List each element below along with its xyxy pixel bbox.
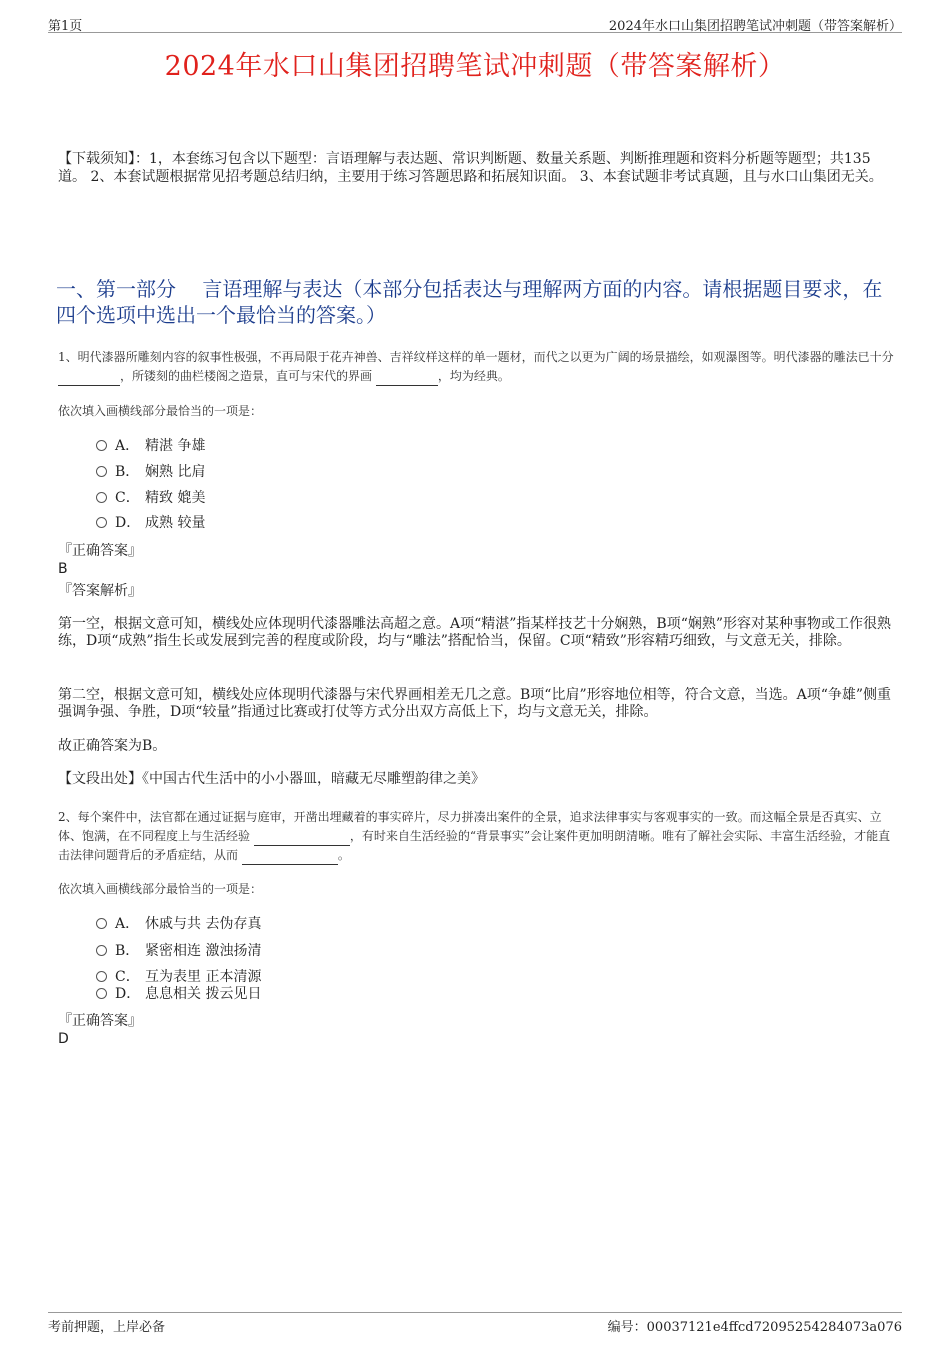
option-letter: B． xyxy=(115,943,140,959)
radio-icon[interactable] xyxy=(96,945,107,956)
question-2-text xyxy=(58,808,900,865)
option-text: 紧密相连 激浊扬清 xyxy=(145,943,262,959)
question-1-text-part-b: ，所镂刻的曲栏楼阁之造景，直可与宋代的界画 xyxy=(120,369,373,383)
section-heading: 一、第一部分 言语理解与表达（本部分包括表达与理解两方面的内容。请根据题目要求，在四个选项中选出一个最恰当的答案。） xyxy=(56,277,883,327)
question-2-text-part-a: 2、每个案件中，法官都在通过证据与庭审，开凿出埋藏着的事实碎片，尽力拼凑出案件的全景，追求法律事实与客观事实的一致。而这幅全景是否真实、立体、饱满，在不同程度上与生活经验 xyxy=(58,810,882,843)
option-letter: A． xyxy=(115,438,140,454)
question-1-option-d[interactable] xyxy=(96,513,205,533)
question-1-blank-2 xyxy=(376,372,438,386)
option-letter: C． xyxy=(115,969,140,985)
question-1-text-part-c: ，均为经典。 xyxy=(437,369,510,383)
option-letter: C． xyxy=(115,490,140,506)
radio-icon[interactable] xyxy=(96,440,107,451)
radio-icon[interactable] xyxy=(96,971,107,982)
question-2-prompt: 依次填入画横线部分最恰当的一项是： xyxy=(58,882,263,896)
question-2-option-a[interactable] xyxy=(96,914,261,934)
radio-icon[interactable] xyxy=(96,466,107,477)
option-text: 精湛 争雄 xyxy=(145,438,206,454)
option-text: 成熟 较量 xyxy=(145,515,206,531)
option-letter: A． xyxy=(115,916,140,932)
question-1-text-part-a: 1、明代漆器所雕刻内容的叙事性极强，不再局限于花卉神兽、吉祥纹样这样的单一题材，而代之以更为广阔的场景描绘，如观瀑图等。明代漆器的雕法已十分 xyxy=(58,350,894,364)
page-number: 第1页 xyxy=(48,19,83,34)
question-1-analysis-label: 『答案解析』 xyxy=(58,583,142,599)
option-text: 精致 媲美 xyxy=(145,490,206,506)
header-doc-title: 2024年水口山集团招聘笔试冲刺题（带答案解析） xyxy=(608,19,902,34)
question-1-analysis-2: 第二空，根据文意可知，横线处应体现明代漆器与宋代界画相差无几之意。B项“比肩”形容地位相等，符合文意，当选。A项“争雄”侧重强调争强、争胜，D项“较量”指通过比赛或打仗等方式分出双方高低上下，均与文意无关，排除。 xyxy=(58,687,892,720)
question-2-answer: D xyxy=(58,1031,69,1047)
option-letter: B． xyxy=(115,464,140,480)
question-2-blank-1 xyxy=(254,832,350,846)
question-2-option-d[interactable] xyxy=(96,984,261,1004)
radio-icon[interactable] xyxy=(96,918,107,929)
option-text: 休戚与共 去伪存真 xyxy=(145,916,262,932)
question-2-blank-2 xyxy=(242,851,338,865)
question-1-option-a[interactable] xyxy=(96,436,205,456)
question-1-analysis-1: 第一空，根据文意可知，横线处应体现明代漆器雕法高超之意。A项“精湛”指某样技艺十分娴熟，B项“娴熟”形容对某种事物或工作很熟练，D项“成熟”指生长或发展到完善的程度或阶段，均与“雕法”搭配恰当，保留。C项“精致”形容精巧细致，与文意无关，排除。 xyxy=(58,616,892,649)
question-1-conclusion: 故正确答案为B。 xyxy=(58,738,167,754)
page-footer xyxy=(48,1312,902,1333)
option-text: 息息相关 拨云见日 xyxy=(145,986,262,1002)
option-letter: D． xyxy=(115,986,141,1002)
question-1-option-b[interactable] xyxy=(96,462,205,482)
question-2-answer-label: 『正确答案』 xyxy=(58,1013,142,1029)
radio-icon[interactable] xyxy=(96,492,107,503)
radio-icon[interactable] xyxy=(96,988,107,999)
option-letter: D． xyxy=(115,515,141,531)
radio-icon[interactable] xyxy=(96,517,107,528)
option-text: 娴熟 比肩 xyxy=(145,464,206,480)
option-text: 互为表里 正本清源 xyxy=(145,969,262,985)
question-1-answer: B xyxy=(58,561,68,577)
question-1-source: 【文段出处】《中国古代生活中的小小器皿，暗藏无尽雕塑韵律之美》 xyxy=(58,771,485,787)
footer-slogan: 考前押题，上岸必备 xyxy=(48,1320,166,1335)
question-1-answer-label: 『正确答案』 xyxy=(58,543,142,559)
question-1-prompt: 依次填入画横线部分最恰当的一项是： xyxy=(58,404,263,418)
page-header xyxy=(48,14,902,33)
question-1-option-c[interactable] xyxy=(96,488,205,508)
question-1-blank-1 xyxy=(58,372,120,386)
download-notice: 【下载须知】：1，本套练习包含以下题型：言语理解与表达题、常识判断题、数量关系题、判断推理题和资料分析题等题型；共135道。 2、本套试题根据常见招考题总结归纳，主要用于练习答题思路和拓展知识面。 3、本套试题非考试真题，且与水口山集团无关。 xyxy=(58,151,883,185)
question-2-text-part-b: ，有时来自生活经验的“背景事实”会让案件更加明朗清晰。唯有了解社会实际、丰富生活经验，才能直击法律问题背后的矛盾症结，从而 xyxy=(58,829,891,862)
question-2-text-part-c: 。 xyxy=(337,848,350,862)
question-1-text xyxy=(58,348,900,386)
question-2-option-b[interactable] xyxy=(96,941,261,961)
footer-serial: 编号：00037121e4ffcd72095254284073a076 xyxy=(607,1320,902,1335)
document-title: 2024年水口山集团招聘笔试冲刺题（带答案解析） xyxy=(164,51,786,82)
